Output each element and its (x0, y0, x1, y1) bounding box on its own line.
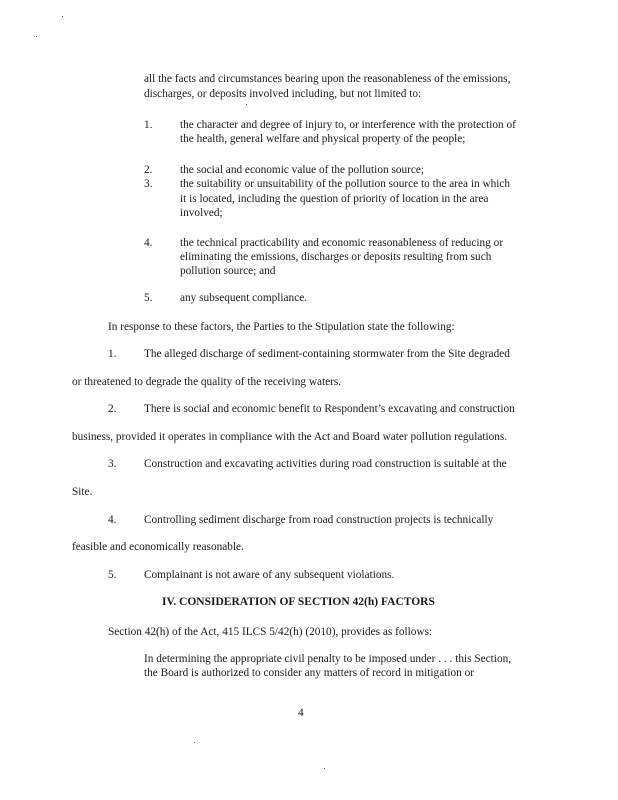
section-intro: Section 42(h) of the Act, 415 ILCS 5/42(h) (2010), provides as follows: (108, 626, 433, 638)
response-text: business, provided it operates in compliance with the Act and Board water pollution regulations. (72, 431, 508, 443)
criterion-text: it is located, including the question of priority of location in the area (180, 193, 489, 205)
criterion-number: 1. (144, 119, 153, 131)
scan-speck (62, 16, 63, 17)
response-number: 1. (108, 348, 117, 360)
intro-line: all the facts and circumstances bearing upon the reasonableness of the emissions, (144, 73, 511, 85)
scan-speck (246, 104, 247, 105)
response-text: There is social and economic benefit to Respondent’s excavating and construction (144, 403, 515, 415)
response-number: 3. (108, 458, 117, 470)
criterion-number: 2. (144, 164, 153, 176)
intro-line: discharges, or deposits involved including, but not limited to: (144, 88, 422, 100)
response-text: Complainant is not aware of any subsequent violations. (144, 569, 395, 581)
criterion-number: 3. (144, 178, 153, 190)
scan-speck (324, 768, 325, 769)
criterion-number: 4. (144, 237, 153, 249)
criterion-text: the technical practicability and economic reasonableness of reducing or (180, 237, 504, 249)
criterion-text: the social and economic value of the pollution source; (180, 164, 425, 176)
response-text: feasible and economically reasonable. (72, 541, 244, 553)
criterion-text: the suitability or unsuitability of the pollution source to the area in which (180, 178, 511, 190)
response-text: Controlling sediment discharge from road construction projects is technically (144, 514, 494, 526)
criterion-text: the health, general welfare and physical property of the people; (180, 133, 466, 145)
quote-line: In determining the appropriate civil penalty to be imposed under . . . this Section, (144, 653, 512, 665)
response-text: Construction and excavating activities during road construction is suitable at the (144, 458, 507, 470)
criterion-text: the character and degree of injury to, or interference with the protection of (180, 119, 516, 131)
criterion-text: involved; (180, 207, 223, 219)
quote-line: the Board is authorized to consider any matters of record in mitigation or (144, 667, 475, 679)
response-intro: In response to these factors, the Parties to the Stipulation state the following: (108, 321, 455, 333)
section-heading: IV. CONSIDERATION OF SECTION 42(h) FACTORS (162, 596, 435, 608)
response-text: Site. (72, 486, 93, 498)
response-number: 4. (108, 514, 117, 526)
response-text: or threatened to degrade the quality of the receiving waters. (72, 376, 342, 388)
criterion-text: any subsequent compliance. (180, 292, 308, 304)
scan-speck (36, 36, 37, 37)
response-text: The alleged discharge of sediment-containing stormwater from the Site degraded (144, 348, 510, 360)
criterion-number: 5. (144, 292, 153, 304)
page-number: 4 (298, 707, 304, 719)
criterion-text: eliminating the emissions, discharges or deposits resulting from such (180, 251, 492, 263)
response-number: 5. (108, 569, 117, 581)
scan-speck (194, 742, 195, 743)
response-number: 2. (108, 403, 117, 415)
criterion-text: pollution source; and (180, 265, 276, 277)
